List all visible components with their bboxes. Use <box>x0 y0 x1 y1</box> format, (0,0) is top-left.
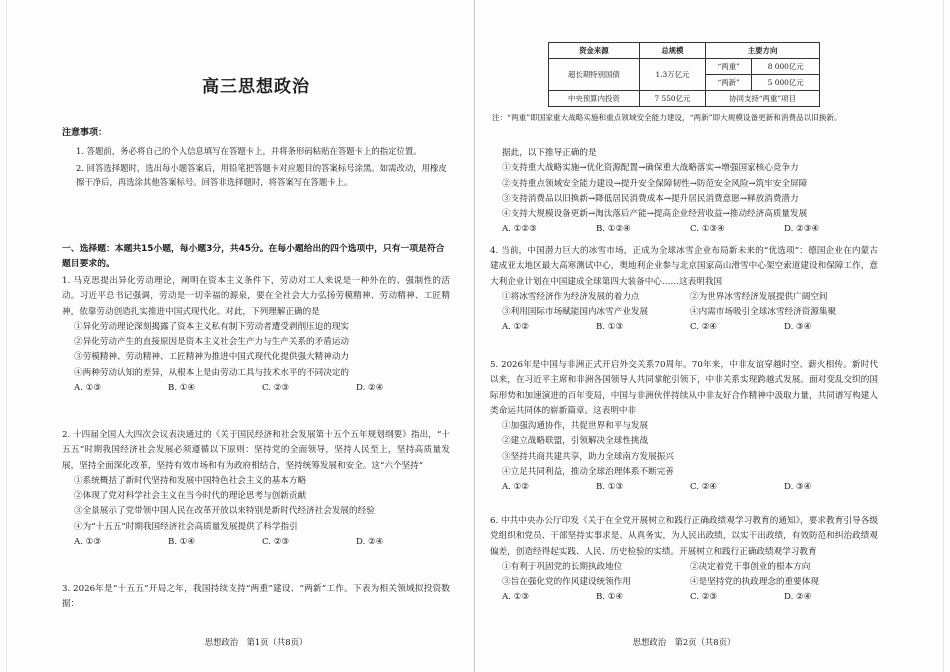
table-header-row <box>549 43 820 59</box>
question-stem: 6. 中共中央办公厅印发《关于在全党开展树立和践行正确政绩观学习教育的通知》，要求教育引导各级党组织和党员、干部坚持实事求是、从真务实，为人民出政绩，以实干出政绩，有效防范和纠治政绩观偏差，创造经得起实践、人民、历史检验的实绩。开展树立和践行正确政绩观学习教育 <box>490 516 878 557</box>
choice-d: D. ③④ <box>784 322 812 333</box>
question-3-options <box>490 146 878 238</box>
answer-choices <box>62 535 450 550</box>
question-lead: 据此，以下推导正确的是 <box>502 148 597 158</box>
question-4 <box>490 244 878 336</box>
question-option: ③劳模精神、劳动精神、工匠精神为推进中国式现代化提供强大精神动力 <box>74 352 350 363</box>
choice-a: A. ①②③ <box>502 224 537 235</box>
table-row <box>549 59 820 75</box>
answer-choices <box>490 222 878 237</box>
choice-c: C. ②③ <box>262 537 290 548</box>
question-stem: 3. 2026年是“十五五”开局之年，我国持续支持“两重”建设、“两新”工作。下表为相关领域拟投资数据： <box>62 584 450 610</box>
investment-table <box>548 42 820 107</box>
question-stem: 5. 2026年是中国与非洲正式开启外交关系70周年。70年来，中非友谊穿越时空、薪火相传。新时代以来，在习近平主席和非洲各国领导人共同掌舵引领下，中非关系实现跨越式发展。面对变乱交织的国际形势和加速演进的百年变局，中国与非洲伙伴持续从中非友好合作精神中汲取力量，共同谱写构建人类命运共同体的崭新篇章。这表明中非 <box>490 360 878 416</box>
scan-edge-right <box>943 0 944 672</box>
table-cell: 8 000亿元 <box>752 59 820 75</box>
section-heading: 一、选择题：本题共15小题，每小题3分，共45分。在每小题给出的四个选项中，只有一项是符合题目要求的。 <box>62 244 445 270</box>
choice-b: B. ①②④ <box>596 224 631 235</box>
table-cell: “两新” <box>706 75 752 91</box>
table-cell: “两重” <box>706 59 752 75</box>
choice-d: D. ②④ <box>356 537 384 548</box>
table-cell: 5 000亿元 <box>752 75 820 91</box>
question-option: ④是坚持党的执政理念的重要体现 <box>690 577 819 588</box>
option-row <box>490 290 878 305</box>
question-option: ①异化劳动理论深刻揭露了资本主义私有制下劳动者遭受剥削压迫的现实 <box>74 321 350 332</box>
answer-choices <box>62 381 450 396</box>
table-cell: 7 550亿元 <box>639 91 705 107</box>
choice-c: C. ②④ <box>690 322 718 333</box>
choice-b: B. ①④ <box>168 537 196 548</box>
table-cell: 协同支持“两重”项目 <box>706 91 820 107</box>
choice-b: B. ①③ <box>596 482 624 493</box>
table-cell: 1.3万亿元 <box>639 59 705 91</box>
answer-choices <box>490 320 878 335</box>
choice-d: D. ③④ <box>784 482 812 493</box>
question-5 <box>490 358 878 496</box>
notice-item: 1. 答题前，务必将自己的个人信息填写在答题卡上，并将条形码粘贴在答题卡上的指定位置。 <box>76 146 422 156</box>
question-option: ①有利于巩固党的长期执政地位 <box>502 561 623 572</box>
question-option: ②体现了党对科学社会主义在当今时代的理论思考与创新贡献 <box>74 491 307 502</box>
question-3 <box>62 582 450 613</box>
question-option: ③支持消费品以旧换新→降低居民消费成本→提升居民消费意愿→释放消费潜力 <box>502 193 799 204</box>
choice-a: A. ①③ <box>74 537 102 548</box>
page-1 <box>62 0 450 672</box>
question-6 <box>490 514 878 606</box>
choice-c: C. ②③ <box>262 383 290 394</box>
question-option: ③全景展示了党带领中国人民在改革开放以来特别是新时代经济社会发展的经验 <box>74 506 375 517</box>
question-option: ②建立战略联盟，引领解决全球性挑战 <box>502 436 649 447</box>
question-stem: 2. 十四届全国人大四次会议表决通过的《关于国民经济和社会发展第十五个五年规划纲要》指出，“十五五”时期我国经济社会发展必须遵循以下原则：坚持党的全面领导，坚持人民至上，坚持高质量发展，坚持全面深化改革，坚持有效市场和有为政府相结合，坚持统筹发展和安全。这“六个坚持” <box>62 430 450 471</box>
choice-a: A. ①③ <box>502 592 530 603</box>
page-footer: 思想政治 第2页（共8页） <box>632 637 736 647</box>
notice-heading: 注意事项： <box>62 128 108 138</box>
notice-item: 2. 回答选择题时，选出每小题答案后，用铅笔把答题卡对应题目的答案标号涂黑。如需改动，用橡皮擦干净后，再选涂其他答案标号。回答非选择题时，将答案写在答题卡上。 <box>76 162 447 188</box>
choice-d: D. ②④ <box>356 383 384 394</box>
question-stem: 4. 当前，中国潜力巨大的冰雪市场，正成为全球冰雪企业布局新未来的“优选项”：德国企业在内蒙古建成亚太地区最大高寒测试中心，奥地利企业参与北京国家高山滑雪中心架空索道建设和保障工作，意大利企业计划在中国建成全球第四大装备中心……这表明我国 <box>490 246 878 287</box>
question-1 <box>62 274 450 396</box>
page-footer: 思想政治 第1页（共8页） <box>204 637 308 647</box>
choice-b: B. ①④ <box>168 383 196 394</box>
question-option: ①将冰雪经济作为经济发展的着力点 <box>502 291 640 302</box>
question-option: ④两种劳动认知的差异，从根本上是由劳动工具与技术水平的不同决定的 <box>74 367 350 378</box>
choice-a: A. ①② <box>502 322 530 333</box>
choice-d: D. ②③④ <box>784 224 820 235</box>
question-option: ③旨在强化党的作风建设统领作用 <box>502 577 631 588</box>
answer-choices <box>490 590 878 605</box>
option-row <box>490 575 878 590</box>
notice-list <box>76 144 448 192</box>
option-row <box>490 560 878 575</box>
table-header: 总规模 <box>639 43 705 59</box>
page-fold-line <box>474 0 475 672</box>
question-option: ④支持大规模设备更新→淘汰落后产能→提高企业经营收益→推动经济高质量发展 <box>502 209 808 220</box>
choice-b: B. ①④ <box>596 592 624 603</box>
table-header: 资金来源 <box>549 43 640 59</box>
page-2 <box>490 0 882 672</box>
table-row <box>549 91 820 107</box>
question-option: ②决定着党干事创业的根本方向 <box>690 561 811 572</box>
choice-c: C. ②③ <box>690 592 718 603</box>
question-option: ②支持重点领域安全能力建设→提升安全保障韧性→防范安全风险→筑牢安全屏障 <box>502 178 808 189</box>
question-option: ③利用国际市场赋能国内冰雪产业发展 <box>502 307 649 318</box>
choice-a: A. ①② <box>502 482 530 493</box>
table-cell: 超长期特别国债 <box>549 59 640 91</box>
question-option: ③坚持共商共建共享，助力全球南方发展振兴 <box>502 451 674 462</box>
question-option: ①加强沟通协作，共促世界和平与发展 <box>502 421 649 432</box>
question-option: ②异化劳动产生的直接原因是资本主义社会生产力与生产关系的矛盾运动 <box>74 337 350 348</box>
scan-edge-left <box>6 0 7 672</box>
question-option: ④为“十五五”时期我国经济社会高质量发展提供了科学指引 <box>74 521 298 532</box>
question-option: ①支持重大战略实施→优化资源配置→确保重大战略落实→增强国家核心竞争力 <box>502 163 799 174</box>
choice-c: C. ②④ <box>690 482 718 493</box>
answer-choices <box>490 480 878 495</box>
table-cell: 中央预算内投资 <box>549 91 640 107</box>
question-stem: 1. 马克思提出异化劳动理论，阐明在资本主义条件下，劳动对工人来说是一种外在的、强制性的活动。习近平总书记强调，劳动是一切幸福的源泉，要在全社会大力弘扬劳模精神、劳动精神、工匠精神，依靠劳动创造扎实推进中国式现代化。对此，下列理解正确的是 <box>62 276 450 317</box>
question-option: ②为世界冰雪经济发展提供广阔空间 <box>690 291 828 302</box>
question-option: ④立足共同利益，推动全球治理体系不断完善 <box>502 467 674 478</box>
exam-title: 高三思想政治 <box>202 77 310 97</box>
question-option: ①系统概括了新时代坚持和发展中国特色社会主义的基本方略 <box>74 475 307 486</box>
question-2 <box>62 428 450 550</box>
choice-b: B. ①③ <box>596 322 624 333</box>
table-header: 主要方向 <box>706 43 820 59</box>
table-note: 注：“两重”即国家重大战略实施和重点领域安全能力建设，“两新”即大规模设备更新和消费品以旧换新。 <box>492 113 842 122</box>
question-option: ④内需市场吸引全球冰雪经济资源集聚 <box>690 307 837 318</box>
choice-c: C. ①③④ <box>690 224 725 235</box>
option-row <box>490 305 878 320</box>
choice-d: D. ②④ <box>784 592 812 603</box>
choice-a: A. ①③ <box>74 383 102 394</box>
